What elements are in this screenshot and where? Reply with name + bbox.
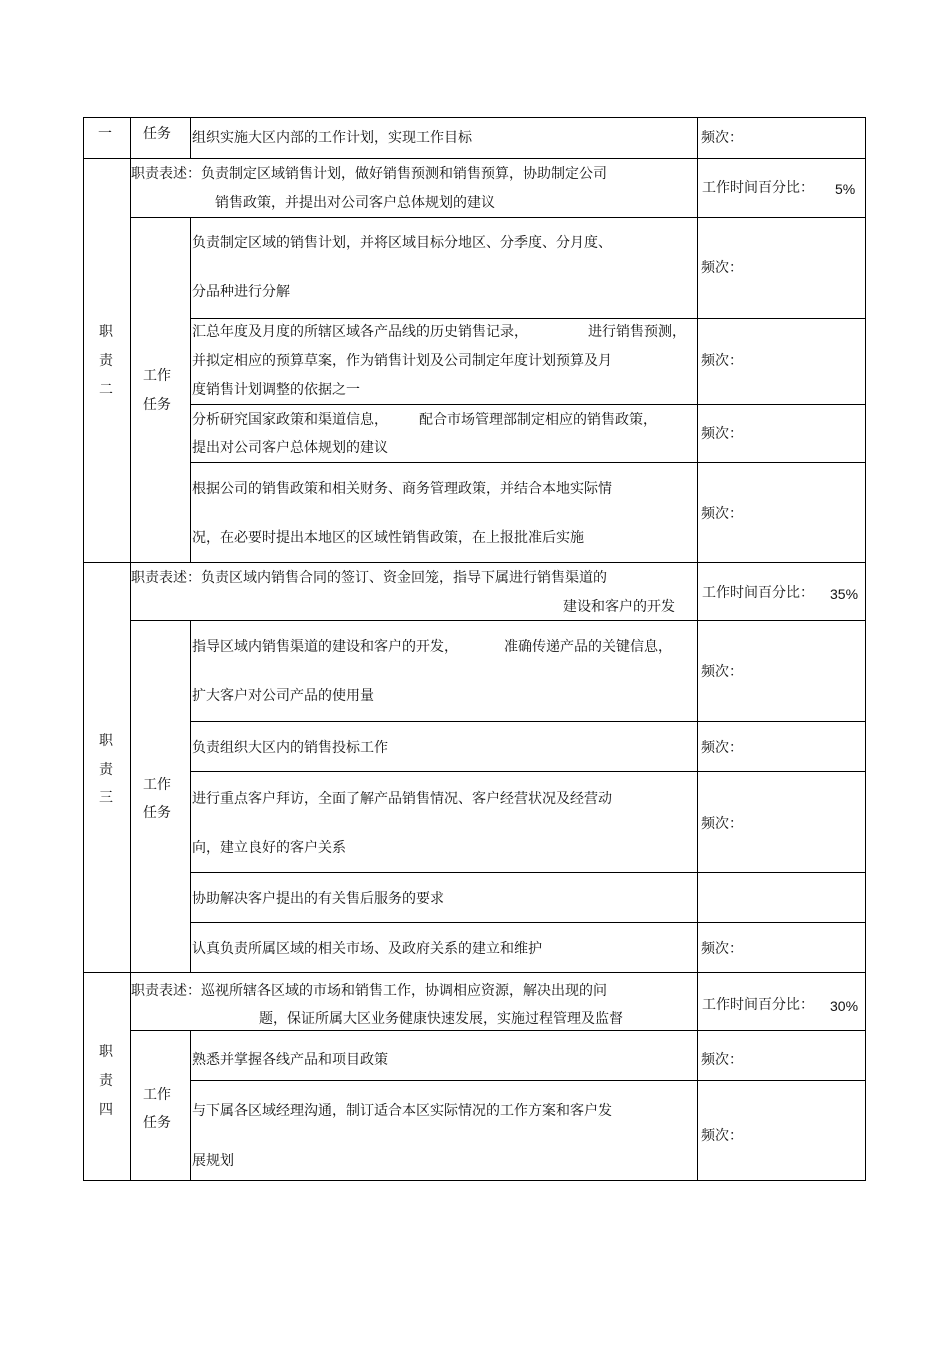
col-divider-2b [190, 217, 191, 562]
row-line-14 [190, 1080, 866, 1081]
row-line-9 [190, 771, 866, 772]
duty3-label-3: 三 [99, 790, 113, 806]
duty2-desc-line1: 职责表述：负责制定区域销售计划，做好销售预测和销售预算，协助制定公司 [131, 166, 607, 182]
duty2-label-2: 责 [99, 353, 113, 369]
duty2-task2-line3: 度销售计划调整的依据之一 [192, 382, 360, 398]
row1-index: 一 [98, 126, 112, 142]
col-divider-2d [190, 1030, 191, 1181]
col-divider-1 [130, 117, 131, 1181]
duty3-desc-line1: 职责表述：负责区域内销售合同的签订、资金回笼，指导下属进行销售渠道的 [131, 570, 607, 586]
row-line-2 [130, 217, 866, 218]
col-divider-3a [697, 117, 698, 158]
duty3-task4-line1: 协助解决客户提出的有关售后服务的要求 [192, 891, 444, 907]
duty3-task2-line1: 负责组织大区内的销售投标工作 [192, 740, 388, 756]
duty3-task5-line1: 认真负责所属区域的相关市场、及政府关系的建立和维护 [192, 941, 542, 957]
duty3-desc-line2: 建设和客户的开发 [563, 599, 675, 615]
duty2-task1-line1: 负责制定区域的销售计划，并将区域目标分地区、分季度、分月度、 [192, 235, 612, 251]
duty3-task3-line1: 进行重点客户拜访，全面了解产品销售情况、客户经营状况及经营动 [192, 791, 612, 807]
duty2-time-label: 工作时间百分比： [702, 180, 814, 196]
duty2-task4-line2: 况，在必要时提出本地区的区域性销售政策，在上报批准后实施 [192, 530, 584, 546]
row-line-10 [190, 872, 866, 873]
duty2-task-label-2: 任务 [143, 397, 171, 413]
row1-task: 组织实施大区内部的工作计划，实现工作目标 [192, 130, 472, 146]
col-divider-2c [190, 620, 191, 973]
duty3-task2-freq: 频次： [701, 740, 743, 756]
duty2-time-value: 5% [835, 181, 856, 197]
duty2-task3-line1a: 分析研究国家政策和渠道信息， [192, 412, 388, 428]
row-line-bottom [83, 1180, 866, 1181]
row1-freq: 频次： [701, 130, 743, 146]
duty2-label-1: 职 [99, 324, 113, 340]
duty2-task1-line2: 分品种进行分解 [192, 284, 290, 300]
duty4-task1-freq: 频次： [701, 1052, 743, 1068]
row-line-7 [130, 620, 866, 621]
duty2-task2-line1a: 汇总年度及月度的所辖区域各产品线的历史销售记录， [192, 324, 528, 340]
duty2-task2-line1b: 进行销售预测， [588, 324, 686, 340]
duty2-task2-line2: 并拟定相应的预算草案，作为销售计划及公司制定年度计划预算及月 [192, 353, 612, 369]
duty4-task-label-1: 工作 [143, 1087, 171, 1103]
row-line-11 [190, 922, 866, 923]
duty3-time-value: 35% [830, 586, 859, 602]
duty3-task1-line2: 扩大客户对公司产品的使用量 [192, 688, 374, 704]
duty2-task3-freq: 频次： [701, 426, 743, 442]
duty4-label-2: 责 [99, 1073, 113, 1089]
duty4-desc-line1: 职责表述：巡视所辖各区域的市场和销售工作，协调相应资源，解决出现的问 [131, 983, 607, 999]
row-line-3 [190, 318, 866, 319]
row-line-1 [83, 158, 866, 159]
table-border-left [83, 117, 84, 1181]
table-border-right [865, 117, 866, 1181]
row-line-5 [190, 462, 866, 463]
duty3-label-1: 职 [99, 733, 113, 749]
duty3-label-2: 责 [99, 762, 113, 778]
duty2-task4-line1: 根据公司的销售政策和相关财务、商务管理政策，并结合本地实际情 [192, 481, 612, 497]
duty2-task4-freq: 频次： [701, 506, 743, 522]
duty3-task1-freq: 频次： [701, 664, 743, 680]
duty3-task-label-2: 任务 [143, 805, 171, 821]
duty2-task3-line1b: 配合市场管理部制定相应的销售政策， [419, 412, 657, 428]
duty4-task2-line1: 与下属各区域经理沟通，制订适合本区实际情况的工作方案和客户发 [192, 1103, 612, 1119]
row-line-8 [190, 721, 866, 722]
row-line-top [83, 117, 866, 118]
duty2-task-label-1: 工作 [143, 368, 171, 384]
duty3-task3-freq: 频次： [701, 816, 743, 832]
duty3-task1-line1a: 指导区域内销售渠道的建设和客户的开发， [192, 639, 458, 655]
duty2-desc-line2: 销售政策，并提出对公司客户总体规划的建议 [215, 195, 495, 211]
duty4-task2-line2: 展规划 [192, 1153, 234, 1169]
duty3-task1-line1b: 准确传递产品的关键信息， [504, 639, 672, 655]
row1-label: 任务 [143, 126, 171, 142]
row-line-13 [130, 1030, 866, 1031]
duty3-time-label: 工作时间百分比： [702, 585, 814, 601]
duty4-label-3: 四 [99, 1102, 113, 1118]
row-line-6 [83, 562, 866, 563]
duty4-task-label-2: 任务 [143, 1115, 171, 1131]
duty3-task5-freq: 频次： [701, 941, 743, 957]
duty4-task1-line1: 熟悉并掌握各线产品和项目政策 [192, 1052, 388, 1068]
duty2-task2-freq: 频次： [701, 353, 743, 369]
duty2-task3-line2: 提出对公司客户总体规划的建议 [192, 440, 388, 456]
col-divider-2a [190, 117, 191, 158]
duty2-label-3: 二 [99, 382, 113, 398]
duty4-task2-freq: 频次： [701, 1128, 743, 1144]
duty3-task3-line2: 向，建立良好的客户关系 [192, 840, 346, 856]
duty4-desc-line2: 题，保证所属大区业务健康快速发展，实施过程管理及监督 [259, 1011, 623, 1027]
duty4-time-label: 工作时间百分比： [702, 997, 814, 1013]
duty4-label-1: 职 [99, 1044, 113, 1060]
row-line-12 [83, 972, 866, 973]
col-divider-3b [697, 158, 698, 1181]
duty2-task1-freq: 频次： [701, 260, 743, 276]
duty4-time-value: 30% [830, 998, 859, 1014]
duty3-task-label-1: 工作 [143, 777, 171, 793]
row-line-4 [190, 404, 866, 405]
